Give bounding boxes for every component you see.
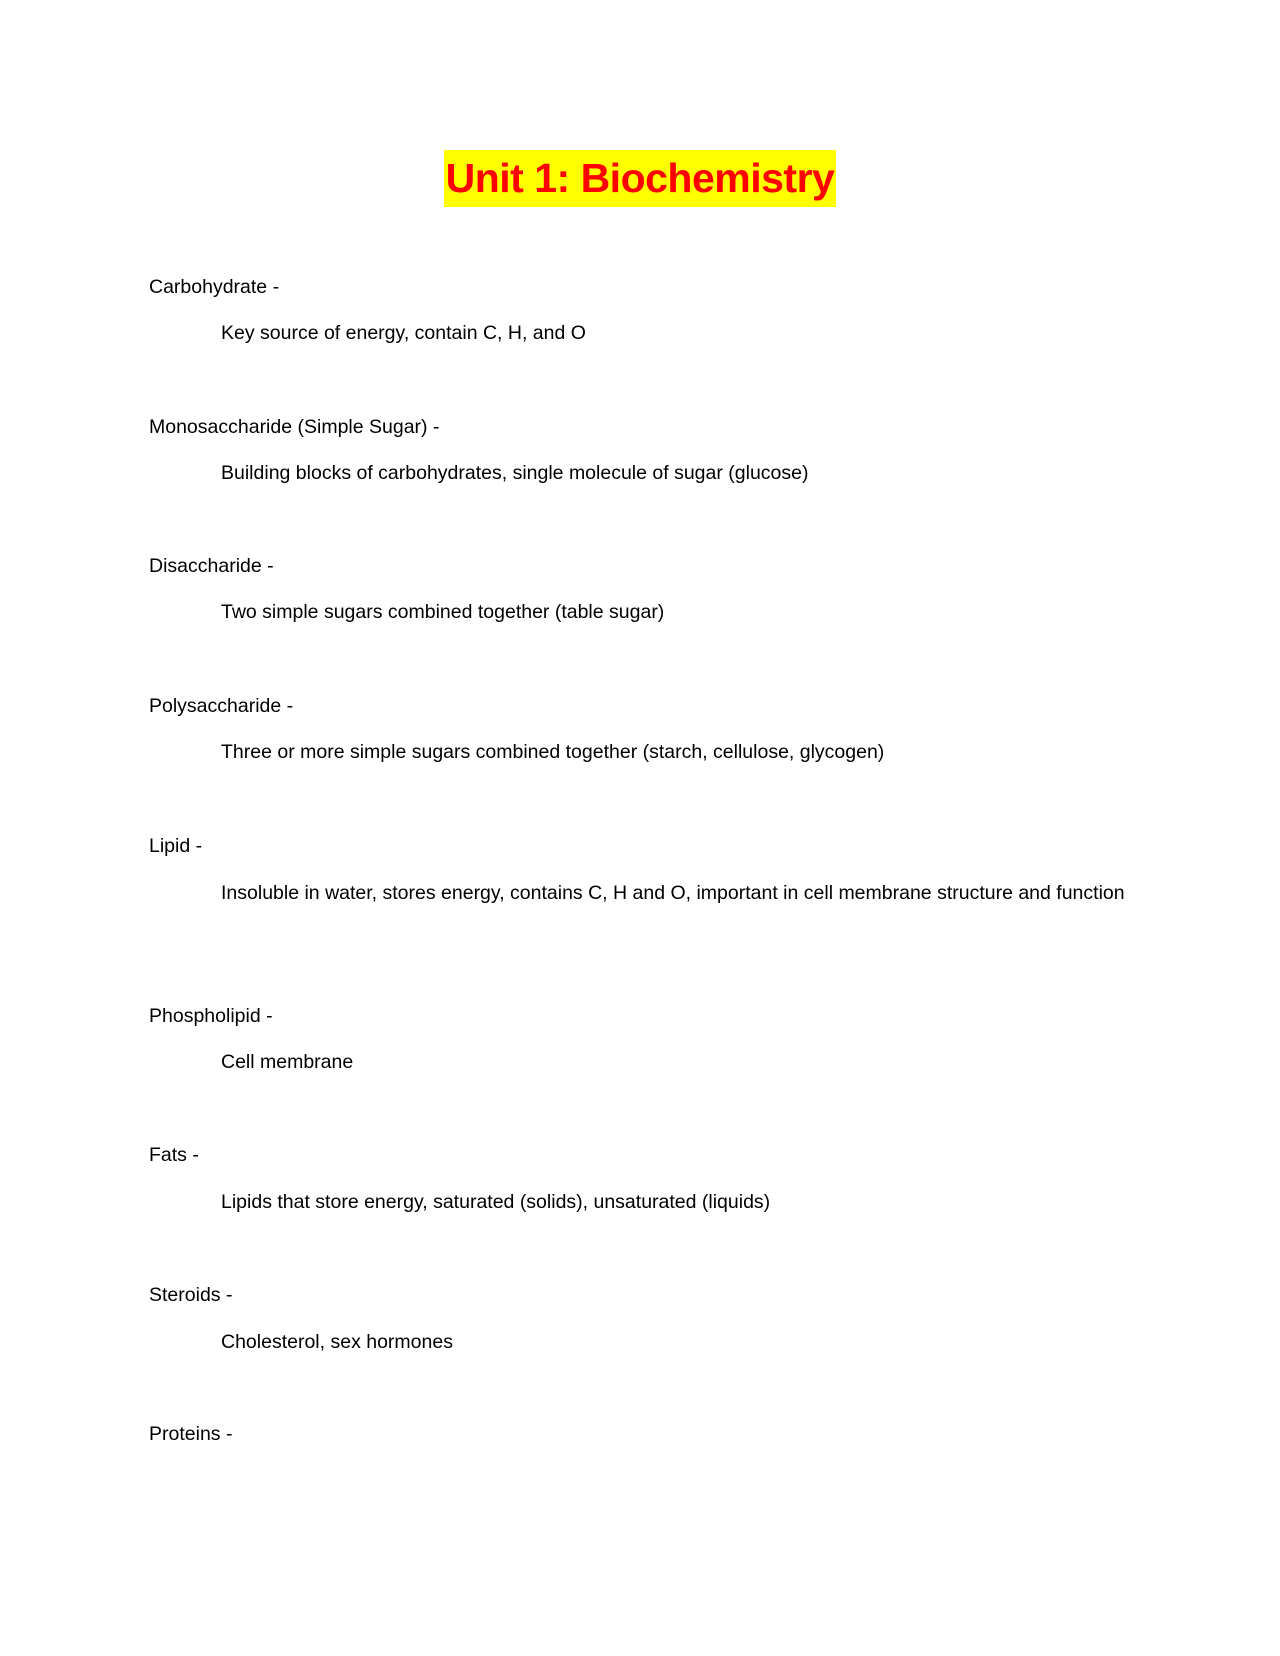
definition: Key source of energy, contain C, H, and O [221, 322, 586, 344]
definition: Insoluble in water, stores energy, contains C, H and O, important in cell membrane structure and function [221, 882, 1125, 904]
page-title: Unit 1: Biochemistry [444, 150, 837, 207]
definition: Three or more simple sugars combined together (starch, cellulose, glycogen) [221, 741, 885, 763]
definition: Cholesterol, sex hormones [221, 1331, 453, 1353]
term: Steroids - [149, 1284, 233, 1306]
term: Fats - [149, 1144, 199, 1166]
term: Polysaccharide - [149, 695, 294, 717]
term: Disaccharide - [149, 555, 274, 577]
definition: Building blocks of carbohydrates, single molecule of sugar (glucose) [221, 462, 809, 484]
definition: Two simple sugars combined together (table sugar) [221, 601, 665, 623]
definition: Cell membrane [221, 1051, 354, 1073]
term: Carbohydrate - [149, 276, 280, 298]
term: Monosaccharide (Simple Sugar) - [149, 416, 440, 438]
term: Lipid - [149, 835, 203, 857]
term: Proteins - [149, 1423, 233, 1445]
term: Phospholipid - [149, 1005, 273, 1027]
definition: Lipids that store energy, saturated (solids), unsaturated (liquids) [221, 1191, 771, 1213]
title-container [0, 150, 1280, 207]
